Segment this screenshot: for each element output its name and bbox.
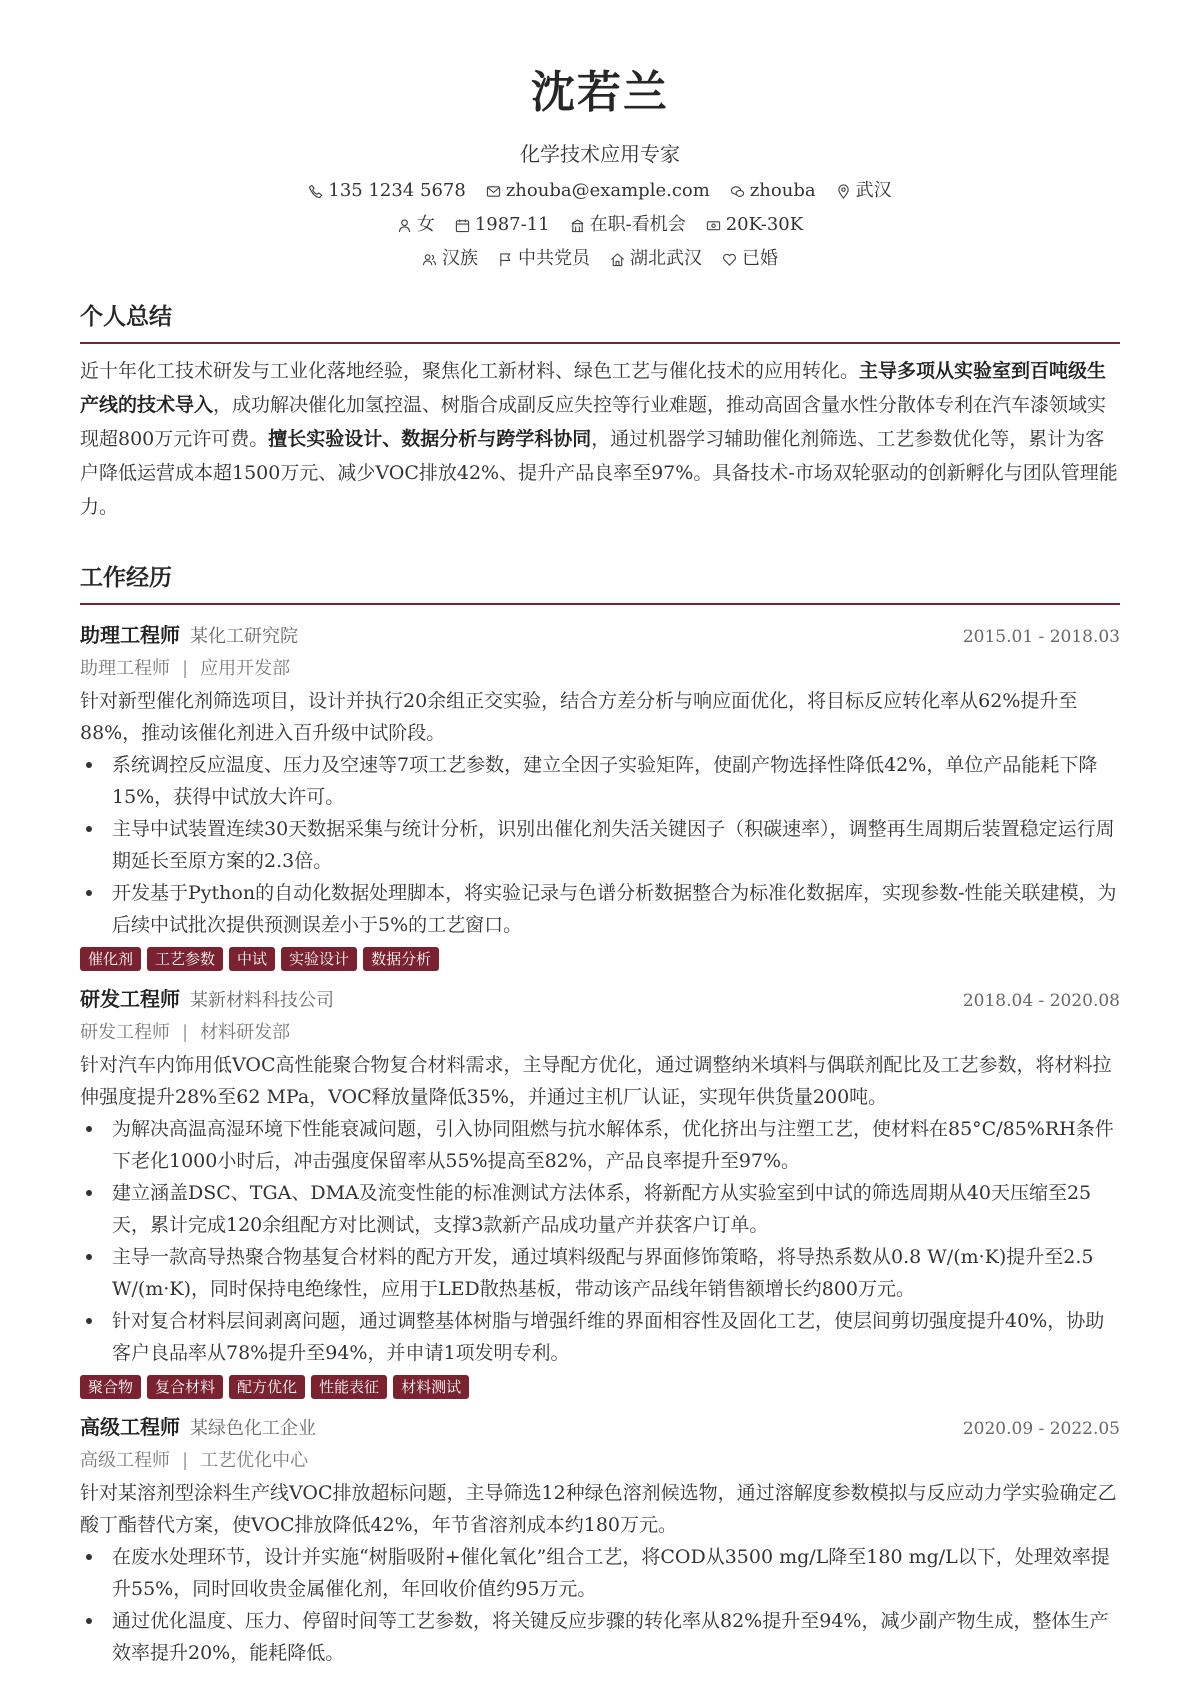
salary-text: 20K-30K [725,214,804,235]
politics-text: 中共党员 [518,248,590,269]
job-title: 研发工程师 [80,987,180,1011]
skill-tag: 材料测试 [393,1375,469,1399]
phone-info [308,178,465,204]
building-icon [570,218,585,233]
candidate-name: 沈若兰 [531,67,669,118]
skill-tag: 聚合物 [80,1375,141,1399]
job-position: 助理工程师 [80,658,170,679]
summary-text [80,354,1120,524]
skill-tag: 配方优化 [229,1375,305,1399]
email-text: zhouba@example.com [505,180,710,201]
summary-part-1: 近十年化工技术研发与工业化落地经验，聚焦化工新材料、绿色工艺与催化技术的应用转化。 [80,360,860,382]
birth-text: 1987-11 [474,214,550,235]
list-item: 系统调控反应温度、压力及空速等7项工艺参数，建立全因子实验矩阵，使副产物选择性降低42%，单位产品能耗下降15%，获得中试放大许可。 [112,749,1120,813]
location-icon [836,184,851,199]
birth-info [455,212,550,238]
job-description: 针对新型催化剂筛选项目，设计并执行20余组正交实验，结合方差分析与响应面优化，将目标反应转化率从62%提升至88%，推动该催化剂进入百升级中试阶段。 [80,690,1078,744]
job-date: 2020.09 - 2022.05 [962,1419,1120,1439]
calendar-icon [455,218,470,233]
job-department: 材料研发部 [200,1022,291,1043]
job-subtitle [80,1445,1120,1477]
skill-tag: 工艺参数 [147,947,223,971]
job-date: 2018.04 - 2020.08 [962,991,1120,1011]
list-item: 针对复合材料层间剥离问题，通过调整基体树脂与增强纤维的界面相容性及固化工艺，使层间剪切强度提升40%，协助客户良品率从78%提升至94%，并申请1项发明专利。 [112,1305,1120,1369]
wechat-icon [730,184,745,199]
skill-tag: 实验设计 [281,947,357,971]
background-row [0,246,1200,272]
experience-section [80,561,1120,1669]
job-description: 针对汽车内饰用低VOC高性能聚合物复合材料需求，主导配方优化，通过调整纳米填料与偶联剂配比及工艺参数，将材料拉伸强度提升28%至62 MPa，VOC释放量降低35%，并通过主机厂认证，实现年供货量200吨。 [80,1054,1112,1108]
separator: | [182,658,189,679]
summary-section [80,300,1120,524]
job-subtitle [80,653,1120,685]
city-text: 武汉 [855,180,892,201]
summary-title: 个人总结 [80,300,1120,344]
job-description: 针对某溶剂型涂料生产线VOC排放超标问题，主导筛选12种绿色溶剂候选物，通过溶解度参数模拟与反应动力学实验确定乙酸丁酯替代方案，使VOC排放降低42%，年节省溶剂成本约180万元。 [80,1482,1117,1536]
skill-tag: 中试 [229,947,275,971]
gender-info [397,212,435,238]
summary-highlight-2: 擅长实验设计、数据分析与跨学科协同 [268,428,592,450]
job-bullets [80,1113,1120,1369]
list-item: 为解决高温高湿环境下性能衰减问题，引入协同阻燃与抗水解体系，优化挤出与注塑工艺，使材料在85°C/85%RH条件下老化1000小时后，冲击强度保留率从55%提高至82%，产品良率提升至97%。 [112,1113,1120,1177]
contact-row [0,178,1200,204]
list-item: 主导一款高导热聚合物基复合材料的配方开发，通过填料级配与界面修饰策略，将导热系数从0.8 W/(m·K)提升至2.5 W/(m·K)，同时保持电绝缘性，应用于LED散热基板，带动该产品线年销售额增长约800万元。 [112,1241,1120,1305]
ethnicity-text: 汉族 [442,248,478,269]
status-info [570,212,686,238]
job-tags [80,1375,1120,1399]
job-bullets [80,1541,1120,1669]
list-item: 主导中试装置连续30天数据采集与统计分析，识别出催化剂失活关键因子（积碳速率），调整再生周期后装置稳定运行周期延长至原方案的2.3倍。 [112,813,1120,877]
experience-title: 工作经历 [80,561,1120,605]
job-date: 2015.01 - 2018.03 [962,627,1120,647]
job-department: 工艺优化中心 [200,1450,309,1471]
skill-tag: 性能表征 [311,1375,387,1399]
job-bullets [80,749,1120,941]
city-info [836,178,892,204]
job-company: 某化工研究院 [190,626,298,647]
job-company: 某绿色化工企业 [190,1418,316,1439]
home-icon [610,252,625,267]
money-icon [706,218,721,233]
job-entry [80,619,1120,971]
job-entry [80,983,1120,1399]
job-company: 某新材料科技公司 [190,990,334,1011]
separator: | [182,1022,189,1043]
job-position: 研发工程师 [80,1022,170,1043]
status-text: 在职-看机会 [589,214,686,235]
hometown-text: 湖北武汉 [630,248,702,269]
hometown-info [610,246,702,272]
phone-icon [308,184,323,199]
politics-info [498,246,590,272]
list-item: 建立涵盖DSC、TGA、DMA及流变性能的标准测试方法体系，将新配方从实验室到中试的筛选周期从40天压缩至25天，累计完成120余组配方对比测试，支撑3款新产品成功量产并获客户订单。 [112,1177,1120,1241]
summary-part-3: ，通过机器学习辅助催化剂筛选、工艺参数优化等，累计为客户降低运营成本超1500万元、减少VOC排放42%、提升产品良率至97%。具备技术-市场双轮驱动的创新孵化与团队管理能力。 [80,428,1118,518]
job-tags [80,947,1120,971]
wechat-text: zhouba [749,180,816,201]
job-header [80,983,1120,1017]
resume-header [0,0,1200,272]
phone-text: 135 1234 5678 [328,180,466,201]
marital-info [722,246,778,272]
list-item: 通过优化温度、压力、停留时间等工艺参数，将关键反应步骤的转化率从82%提升至94%，减少副产物生成，整体生产效率提升20%，能耗降低。 [112,1605,1120,1669]
list-item: 在废水处理环节，设计并实施“树脂吸附+催化氧化”组合工艺，将COD从3500 mg/L降至180 mg/L以下，处理效率提升55%，同时回收贵金属催化剂，年回收价值约95万元。 [112,1541,1120,1605]
flag-icon [498,252,513,267]
salary-info [706,212,803,238]
personal-row [0,212,1200,238]
mail-icon [486,184,501,199]
skill-tag: 数据分析 [363,947,439,971]
job-header [80,1411,1120,1445]
heart-icon [722,252,737,267]
separator: | [182,1450,189,1471]
job-entry [80,1411,1120,1669]
job-department: 应用开发部 [200,658,291,679]
job-title: 助理工程师 [80,623,180,647]
skill-tag: 复合材料 [147,1375,223,1399]
candidate-role: 化学技术应用专家 [520,142,680,166]
summary-part-2: ，成功解决催化加氢控温、树脂合成副反应失控等行业难题，推动高固含量水性分散体专利在汽车漆领域实现超800万元许可费。 [80,394,1107,450]
ethnicity-info [422,246,478,272]
skill-tag: 催化剂 [80,947,141,971]
job-subtitle [80,1017,1120,1049]
person-icon [397,218,412,233]
marital-text: 已婚 [742,248,778,269]
job-position: 高级工程师 [80,1450,170,1471]
summary-highlight-1: 主导多项从实验室到百吨级生产线的技术导入 [80,360,1107,416]
email-info [486,178,710,204]
list-item: 开发基于Python的自动化数据处理脚本，将实验记录与色谱分析数据整合为标准化数据库，实现参数-性能关联建模，为后续中试批次提供预测误差小于5%的工艺窗口。 [112,877,1120,941]
gender-text: 女 [416,214,435,235]
group-icon [422,252,437,267]
job-header [80,619,1120,653]
wechat-info [730,178,816,204]
job-title: 高级工程师 [80,1415,180,1439]
